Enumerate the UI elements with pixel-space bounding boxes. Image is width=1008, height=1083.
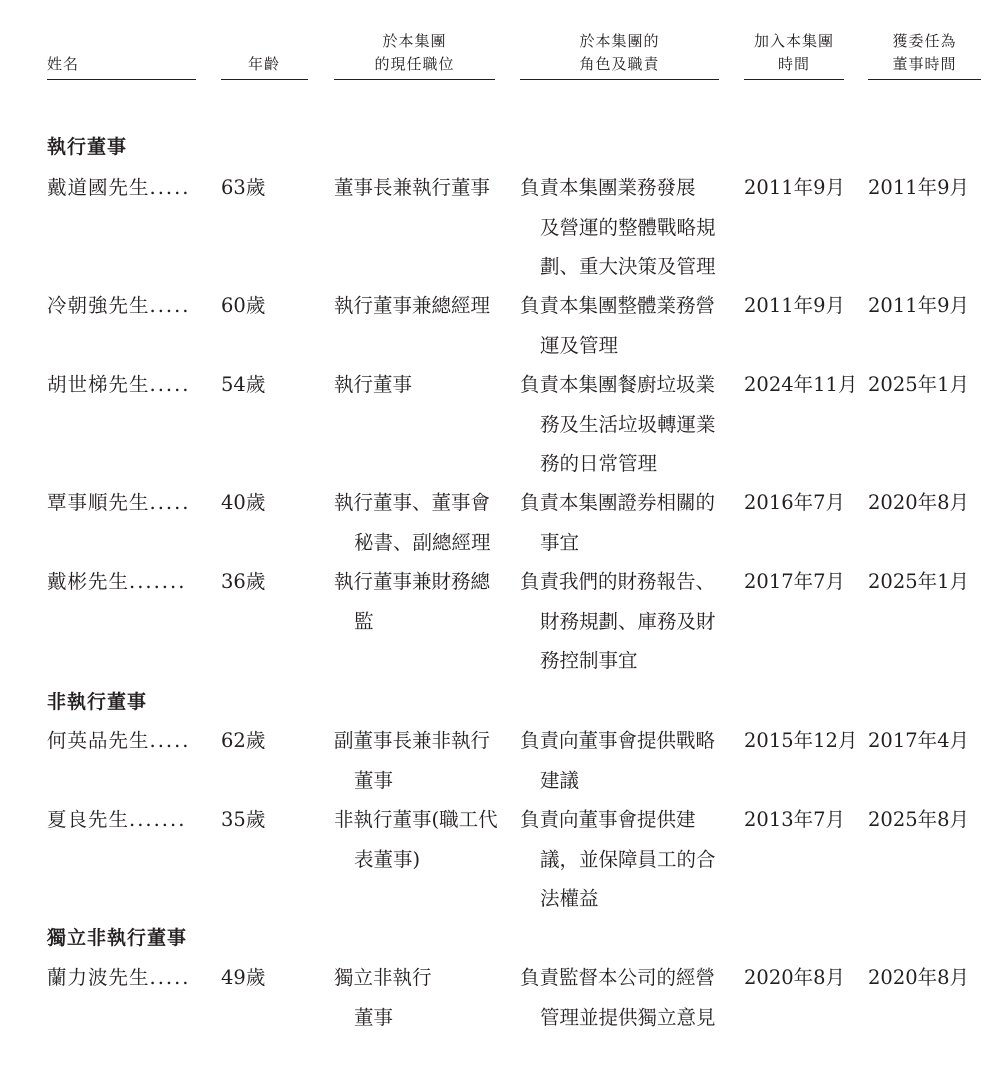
role-line: 事宜 — [540, 530, 580, 554]
header-rule — [868, 79, 981, 80]
director-name-cell — [47, 562, 197, 602]
director-position — [334, 365, 504, 405]
role-line: 劃、重大決策及管理 — [540, 255, 716, 278]
leader-dots: ..... — [149, 491, 191, 514]
section-title: 獨立非執行董事 — [47, 927, 188, 949]
director-name-cell — [47, 483, 197, 523]
appointment-date: 2017年4月 — [868, 729, 970, 752]
header-age — [221, 30, 308, 76]
header-join — [744, 30, 844, 76]
header-name-label: 姓名 — [47, 55, 80, 73]
join-date: 2024年11月 — [744, 373, 858, 396]
role-line: 負責本集團證券相關的 — [520, 491, 716, 514]
director-role — [520, 958, 725, 1037]
director-name: 蘭力波先生 — [47, 966, 150, 989]
director-position — [334, 168, 504, 208]
role-line: 負責本集團餐廚垃圾業 — [520, 373, 716, 396]
header-role-line: 角色及職責 — [579, 55, 660, 73]
director-role — [520, 168, 725, 287]
appointment-date: 2020年8月 — [868, 966, 970, 989]
director-age: 49歲 — [221, 966, 266, 989]
header-role — [520, 30, 719, 76]
leader-dots: ..... — [149, 176, 191, 199]
director-name: 戴道國先生 — [47, 176, 150, 199]
position-line: 獨立非執行 — [334, 966, 432, 989]
director-position — [334, 958, 504, 1037]
director-name-cell — [47, 286, 197, 326]
role-line: 負責本集團業務發展 — [520, 176, 696, 199]
director-role — [520, 562, 725, 681]
header-rule — [221, 79, 308, 80]
join-date: 2013年7月 — [744, 808, 846, 831]
director-role — [520, 365, 725, 484]
role-line: 務控制事宜 — [540, 649, 638, 672]
director-name: 胡世梯先生 — [47, 373, 150, 396]
director-position — [334, 286, 504, 326]
director-name-cell — [47, 365, 197, 405]
leader-dots: ..... — [149, 729, 191, 752]
header-rule — [334, 79, 495, 80]
position-line: 監 — [354, 609, 374, 633]
position-line: 執行董事兼財務總 — [334, 570, 491, 593]
director-position — [334, 562, 504, 641]
join-date: 2020年8月 — [744, 966, 846, 989]
join-date: 2015年12月 — [744, 729, 858, 752]
join-date: 2016年7月 — [744, 491, 846, 514]
director-age: 36歲 — [221, 570, 266, 593]
role-line: 議，並保障員工的合 — [540, 847, 716, 871]
director-name: 冷朝強先生 — [47, 294, 150, 317]
header-rule — [47, 79, 196, 80]
section-title: 執行董事 — [47, 136, 128, 158]
position-line: 董事 — [354, 1005, 394, 1029]
director-role — [520, 800, 725, 919]
appointment-date: 2025年1月 — [868, 373, 970, 396]
director-position — [334, 483, 504, 562]
director-name: 覃事順先生 — [47, 491, 150, 514]
join-date: 2011年9月 — [744, 294, 846, 317]
header-rule — [744, 79, 844, 80]
role-line: 務的日常管理 — [540, 452, 658, 475]
leader-dots: ..... — [149, 966, 191, 989]
role-line: 務及生活垃圾轉運業 — [540, 412, 716, 436]
director-age: 40歲 — [221, 491, 266, 514]
appointment-date: 2011年9月 — [868, 294, 970, 317]
director-position — [334, 800, 504, 879]
position-line: 秘書、副總經理 — [354, 530, 491, 554]
role-line: 管理並提供獨立意見 — [540, 1005, 716, 1029]
appointment-date: 2025年8月 — [868, 808, 970, 831]
role-line: 負責向董事會提供建 — [520, 808, 696, 831]
appointment-date: 2011年9月 — [868, 176, 970, 199]
position-line: 董事長兼執行董事 — [334, 176, 491, 199]
role-line: 法權益 — [540, 887, 599, 910]
role-line: 負責我們的財務報告、 — [520, 570, 716, 593]
join-date: 2017年7月 — [744, 570, 846, 593]
director-role — [520, 721, 725, 800]
header-appoint — [868, 30, 981, 76]
header-position-line: 的現任職位 — [374, 55, 455, 73]
director-name: 戴彬先生 — [47, 570, 130, 593]
director-age: 63歲 — [221, 176, 266, 199]
role-line: 負責監督本公司的經營 — [520, 966, 716, 989]
header-rule — [520, 79, 719, 80]
leader-dots: ....... — [129, 808, 187, 831]
header-role-line: 於本集團的 — [579, 32, 660, 50]
join-date: 2011年9月 — [744, 176, 846, 199]
leader-dots: ....... — [129, 570, 187, 593]
section-title: 非執行董事 — [47, 691, 148, 713]
position-line: 執行董事兼總經理 — [334, 294, 491, 317]
header-appoint-line: 獲委任為 — [892, 32, 957, 50]
role-line: 負責本集團整體業務營 — [520, 294, 716, 317]
header-join-line: 加入本集團 — [753, 32, 834, 50]
director-age: 35歲 — [221, 808, 266, 831]
director-age: 60歲 — [221, 294, 266, 317]
appointment-date: 2020年8月 — [868, 491, 970, 514]
director-name-cell — [47, 958, 197, 998]
director-name-cell — [47, 168, 197, 208]
leader-dots: ..... — [149, 294, 191, 317]
position-line: 非執行董事(職工代 — [334, 808, 498, 831]
director-name: 何英品先生 — [47, 729, 150, 752]
role-line: 運及管理 — [540, 333, 619, 357]
position-line: 執行董事、董事會 — [334, 491, 491, 514]
position-line: 表董事) — [354, 847, 421, 871]
director-age: 54歲 — [221, 373, 266, 396]
role-line: 建議 — [540, 768, 580, 792]
header-appoint-line: 董事時間 — [892, 55, 957, 73]
director-age: 62歲 — [221, 729, 266, 752]
leader-dots: ..... — [149, 373, 191, 396]
role-line: 負責向董事會提供戰略 — [520, 729, 716, 752]
position-line: 執行董事 — [334, 373, 413, 396]
director-name: 夏良先生 — [47, 808, 130, 831]
header-name — [47, 30, 196, 76]
role-line: 財務規劃、庫務及財 — [540, 609, 716, 633]
position-line: 副董事長兼非執行 — [334, 729, 491, 752]
header-age-label: 年齡 — [247, 55, 280, 73]
position-line: 董事 — [354, 768, 394, 792]
role-line: 及營運的整體戰略規 — [540, 215, 716, 239]
header-position — [334, 30, 495, 76]
header-position-line: 於本集團 — [382, 32, 447, 50]
director-name-cell — [47, 800, 197, 840]
director-position — [334, 721, 504, 800]
appointment-date: 2025年1月 — [868, 570, 970, 593]
director-name-cell — [47, 721, 197, 761]
director-role — [520, 483, 725, 562]
director-role — [520, 286, 725, 365]
header-join-line: 時間 — [777, 55, 810, 73]
